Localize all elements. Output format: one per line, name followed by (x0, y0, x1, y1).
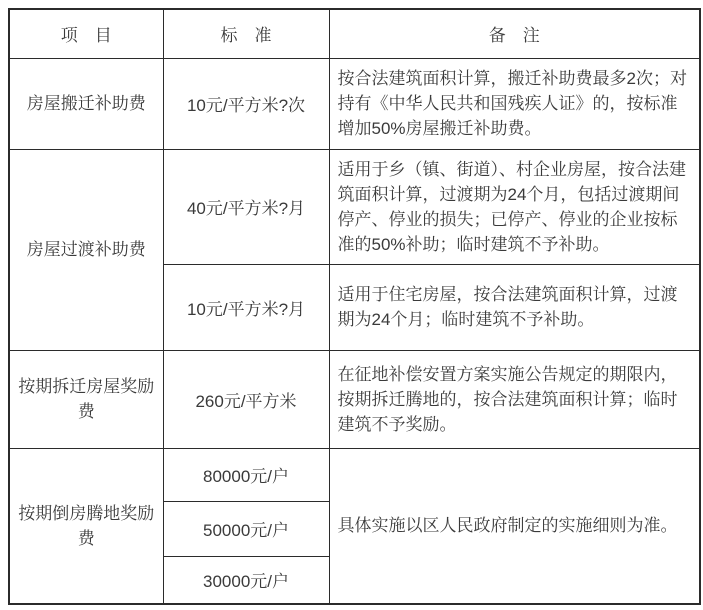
item-cell-demolition-reward (9, 350, 163, 448)
standard-text: 10元/平方米?次 (186, 96, 306, 115)
remark-text: 具体实施以区人民政府制定的实施细则为准。 (337, 516, 678, 536)
item-cell-transition-subsidy (9, 149, 163, 350)
compensation-table-container (8, 8, 701, 605)
remark-text: 按合法建筑面积计算，搬迁补助费最多2次；对持有《中华人民共和国残疾人证》的，按标准增加50%房屋搬迁补助费。 (337, 69, 687, 138)
header-remark (329, 9, 700, 58)
remark-cell-moving-subsidy (329, 58, 700, 149)
remark-cell-demolition-reward (329, 350, 700, 448)
item-cell-moving-subsidy (9, 58, 163, 149)
row-transition-subsidy-enterprise (9, 149, 700, 264)
item-text: 按期倒房腾地奖励费 (18, 503, 155, 548)
item-text: 房屋搬迁补助费 (26, 94, 146, 113)
header-standard (163, 9, 329, 58)
standard-text: 30000元/户 (203, 572, 289, 592)
item-cell-vacate-reward (9, 448, 163, 604)
standard-text: 10元/平方米?月 (186, 299, 306, 319)
standard-cell-vacate-tier3 (163, 556, 329, 604)
standard-cell-demolition-reward (163, 350, 329, 448)
row-moving-subsidy (9, 58, 700, 149)
standard-text: 80000元/户 (203, 467, 289, 486)
standard-cell-vacate-tier1 (163, 448, 329, 501)
item-text: 房屋过渡补助费 (26, 240, 146, 259)
remark-text: 适用于住宅房屋，按合法建筑面积计算，过渡期为24个月；临时建筑不予补助。 (337, 285, 678, 329)
header-row (9, 9, 700, 58)
header-standard-label: 标 准 (220, 26, 272, 46)
standard-text: 40元/平方米?月 (186, 199, 306, 218)
remark-cell-vacate-reward (329, 448, 700, 604)
standard-cell-vacate-tier2 (163, 501, 329, 556)
row-demolition-reward (9, 350, 700, 448)
standard-text: 260元/平方米 (195, 391, 297, 411)
remark-cell-transition-residential (329, 264, 700, 350)
header-item (9, 9, 163, 58)
standard-cell-transition-residential (163, 264, 329, 350)
remark-cell-transition-enterprise (329, 149, 700, 264)
remark-text: 适用于乡（镇、街道）、村企业房屋，按合法建筑面积计算，过渡期为24个月，包括过渡期间停产、停业的损失；已停产、停业的企业按标准的50%补助；临时建筑不予补助。 (337, 159, 686, 254)
standard-cell-transition-enterprise (163, 149, 329, 264)
header-item-label: 项 目 (60, 26, 112, 46)
remark-text: 在征地补偿安置方案实施公告规定的期限内，按期拆迁腾地的，按合法建筑面积计算；临时建筑不予奖励。 (337, 364, 678, 434)
standard-text: 50000元/户 (203, 521, 289, 540)
row-vacate-reward-tier1 (9, 448, 700, 501)
standard-cell-moving-subsidy (163, 58, 329, 149)
item-text: 按期拆迁房屋奖励费 (18, 377, 155, 421)
header-remark-label: 备 注 (488, 26, 540, 46)
compensation-standards-table (8, 8, 701, 605)
